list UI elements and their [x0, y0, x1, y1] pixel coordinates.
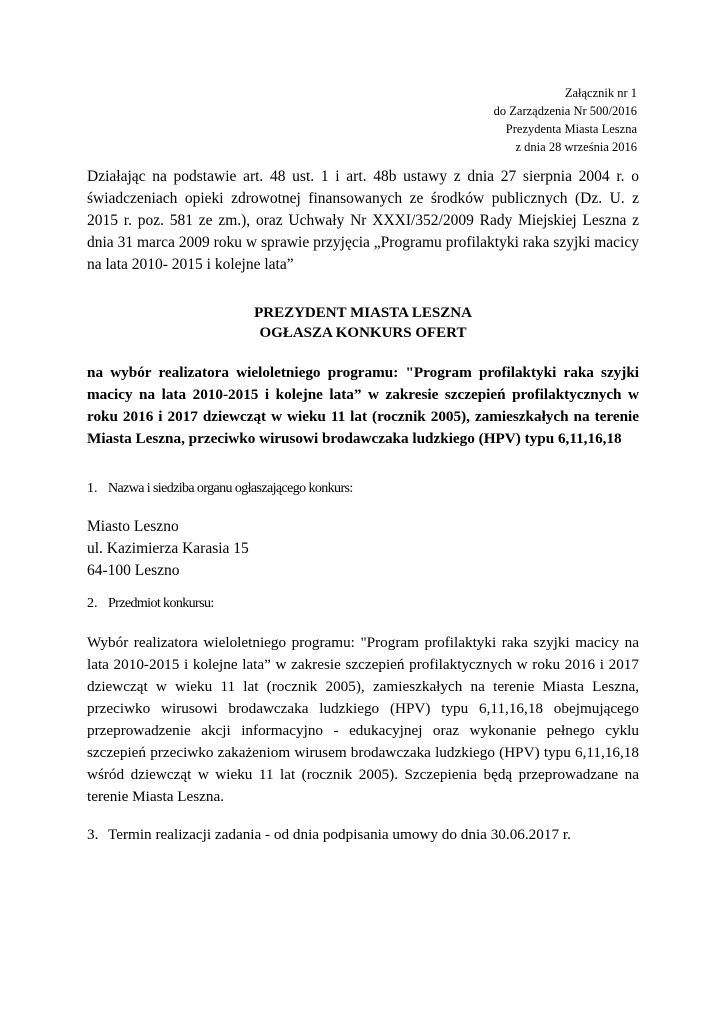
section-3-text: Termin realizacji zadania - od dnia podpisania umowy do dnia 30.06.2017 r.: [108, 826, 571, 843]
attachment-line-number: Załącznik nr 1: [564, 86, 637, 100]
section-3-number: 3.: [87, 826, 99, 843]
section-1-title: [87, 479, 353, 499]
section-3-term: [87, 824, 571, 846]
contest-subject: na wybór realizatora wieloletniego programu: "Program profilaktyki raka szyjki macicy na lata 2010-2015 i kolejne lata” w zakresie szczepień profilaktycznych w roku 2016 i 2017 dziewcząt w wieku 11 lat (rocznik 2005), zamieszkałych na terenie Miasta Leszna, przeciwko wirusowi brodawczaka ludzkiego (HPV) typu 6,11,16,18: [87, 364, 639, 447]
attachment-line-order: do Zarządzenia Nr 500/2016: [493, 104, 637, 118]
organizer-address: [87, 516, 249, 582]
attachment-line-issuer: Prezydenta Miasta Leszna: [505, 122, 637, 136]
address-name: Miasto Leszno: [87, 518, 179, 535]
section-2-number: 2.: [87, 596, 98, 611]
announcement-heading: [87, 303, 639, 343]
attachment-note: [494, 84, 637, 156]
section-1-number: 1.: [87, 481, 98, 496]
address-city: 64-100 Leszno: [87, 562, 180, 579]
section-2-title-text: Przedmiot konkursu:: [108, 596, 214, 611]
section-1-title-text: Nazwa i siedziba organu ogłaszającego konkurs:: [108, 481, 353, 496]
section-2-title: [87, 594, 214, 614]
attachment-line-date: z dnia 28 września 2016: [515, 140, 637, 154]
legal-basis-paragraph: Działając na podstawie art. 48 ust. 1 i art. 48b ustawy z dnia 27 sierpnia 2004 r. o świadczeniach opieki zdrowotnej finansowanych ze środków publicznych (Dz. U. z 2015 r. poz. 581 ze zm.), oraz Uchwały Nr XXXI/352/2009 Rady Miejskiej Leszna z dnia 31 marca 2009 roku w sprawie przyjęcia „Programu profilaktyki raka szyjki macicy na lata 2010- 2015 i kolejne lata”: [87, 168, 639, 273]
heading-line-mayor: PREZYDENT MIASTA LESZNA: [254, 305, 472, 321]
heading-line-contest: OGŁASZA KONKURS OFERT: [259, 325, 467, 341]
section-2-text: Wybór realizatora wieloletniego programu: "Program profilaktyki raka szyjki macicy na lata 2010-2015 i kolejne lata” w zakresie szczepień profilaktycznych w roku 2016 i 2017 dziewcząt w wieku 11 lat (rocznik 2005), zamieszkałych na terenie Miasta Leszna, przeciwko wirusowi brodawczaka ludzkiego (HPV) typu 6,11,16,18 obejmującego przeprowadzenie akcji informacyjno - edukacyjnej oraz wykonanie pełnego cyklu szczepień przeciwko zakażeniom wirusem brodawczaka ludzkiego (HPV) typu 6,11,16,18 wśród dziewcząt w wieku 11 lat (rocznik 2005). Szczepienia będą przeprowadzane na terenie Miasta Leszna.: [87, 634, 639, 805]
address-street: ul. Kazimierza Karasia 15: [87, 540, 249, 557]
